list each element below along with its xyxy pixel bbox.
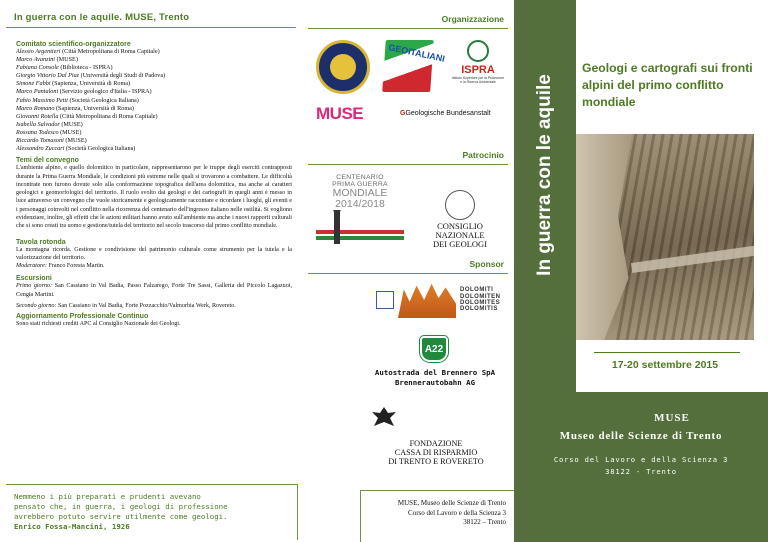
committee-member — [16, 105, 292, 113]
muse-logo: MUSE — [316, 104, 364, 123]
org-title: Organizzazione — [441, 14, 504, 24]
day1-text — [16, 282, 292, 299]
dates-rule — [594, 352, 740, 353]
sponsor-title: Sponsor — [469, 259, 504, 269]
committee-list — [16, 48, 292, 153]
round-body: La montagna ricorda. Gestione e condivisione del patrimonio culturale come strumento per la tutela e la valorizzazione del territorio. — [16, 246, 292, 261]
committee-member-name: Alessandro Zuccari — [16, 145, 65, 153]
left-header-rule — [6, 27, 296, 28]
day2-body: San Cassiano in Val Badia, Forte Pozzacchio/Valmorbia Werk, Rovereto. — [56, 303, 236, 310]
ispra-text: ISPRA — [461, 64, 495, 76]
dolomiti-line-2: DOLOMITEN — [460, 293, 501, 300]
day1-label: Primo giorno: — [16, 283, 53, 290]
quote-box — [6, 484, 298, 540]
footer-line-1: MUSE, Museo delle Scienze di Trento — [397, 499, 506, 507]
dolomiti-text — [460, 287, 501, 313]
committee-member-affiliation: (Città Metropolitana di Roma Capitale) — [58, 112, 158, 120]
cover-dates: 17-20 settembre 2015 — [611, 359, 719, 371]
footer-line-2: Corso del Lavoro e della Scienza 3 — [408, 508, 506, 517]
committee-member-affiliation: (Società Geologica Italiana) — [64, 145, 136, 153]
fondazione-line-2: CASSA DI RISPARMIO — [394, 448, 478, 457]
day2-label: Secondo giorno: — [16, 303, 57, 310]
committee-member — [16, 129, 292, 137]
committee-member-affiliation: (MUSE) — [55, 56, 78, 64]
cover-address-2: 38122 - Trento — [605, 467, 677, 476]
committee-member-affiliation: (MUSE) — [59, 120, 83, 128]
committee-member — [16, 48, 292, 56]
committee-member-affiliation: (Servizio geologico d'Italia - ISPRA) — [58, 88, 152, 96]
gba-text: Geologische Bundesanstalt — [405, 110, 491, 117]
committee-member-name: Marco Avanzini — [16, 56, 56, 64]
footer-line-3: 38122 – Trento — [463, 518, 506, 526]
cover-vertical-title: In guerra con le aquile — [534, 74, 555, 276]
fondazione-line-1: FONDAZIONE — [409, 439, 463, 448]
dolomiti-logo — [376, 282, 501, 318]
committee-member-affiliation: (MUSE) — [63, 137, 87, 145]
left-header: In guerra con le aquile. MUSE, Trento — [14, 12, 190, 23]
quote-line-1: Nemmeno i più preparati e prudenti avevano — [14, 492, 201, 501]
committee-member — [16, 80, 292, 88]
ispra-small-2: e la Ricerca Ambientale — [460, 80, 496, 84]
committee-member-name: Alessio Argentieri — [16, 48, 61, 55]
patron-rule — [308, 164, 508, 165]
committee-member — [16, 121, 292, 129]
sponsor-rule — [308, 273, 508, 274]
cover-address-1: Corso del Lavoro e della Scienza 3 — [553, 455, 729, 464]
quote-line-2: pensato che, in guerra, i geologi di professione — [14, 502, 228, 511]
day2-text — [16, 302, 292, 310]
a22-line-1: Autostrada del Brennero SpA — [374, 368, 496, 377]
unesco-icon — [376, 291, 394, 309]
cover-muse: MUSE — [654, 412, 690, 424]
committee-member — [16, 113, 292, 121]
geoitaliani-text: GEOITALIANI — [387, 42, 446, 64]
centenario-line-2: PRIMA GUERRA — [332, 181, 388, 188]
committee-member — [16, 145, 292, 153]
cng-logo — [412, 190, 508, 249]
cng-line-2: DEI GEOLOGI — [432, 239, 488, 249]
a22-label: A22 — [420, 336, 448, 362]
org-rule — [308, 28, 508, 29]
committee-member — [16, 97, 292, 105]
excursions-title: Escursioni — [16, 275, 52, 283]
committee-member-affiliation: (Società Geologica Italiana) — [67, 96, 139, 104]
committee-member-affiliation: (Università degli Studi di Padova) — [79, 72, 166, 80]
centenario-line-3: MONDIALE — [332, 187, 388, 199]
committee-member-name: Marco Pantaloni — [16, 88, 59, 96]
themes-title: Temi del convegno — [16, 157, 79, 165]
committee-member-affiliation: (Città Metropolitana di Roma Capitale) — [60, 48, 160, 55]
committee-member — [16, 72, 292, 80]
middle-footer — [360, 490, 514, 542]
quote-line-3: avrebbero potuto servire utilmente come geologi. — [14, 512, 228, 521]
committee-member-affiliation: (Sapienza, Università di Roma) — [50, 80, 131, 88]
round-title: Tavola rotonda — [16, 238, 66, 246]
left-content — [16, 38, 292, 329]
centenario-line-4: 2014/2018 — [335, 198, 385, 210]
committee-member-name: Simone Fabbi — [16, 80, 51, 88]
committee-member-affiliation: (Biblioteca - ISPRA) — [58, 64, 113, 72]
sgi-logo — [316, 40, 370, 94]
committee-member-name: Isabella Salvador — [16, 120, 60, 128]
a22-line-2: Brennerautobahn AG — [394, 378, 476, 387]
cover-address — [514, 454, 768, 478]
gba-icon: G — [400, 110, 406, 117]
a22-shield-icon — [420, 336, 448, 362]
ispra-logo — [450, 40, 506, 84]
centenario-line-1: CENTENARIO — [336, 174, 384, 181]
committee-member-affiliation: (MUSE) — [58, 128, 82, 136]
fondazione-logo — [370, 404, 502, 466]
gba-logo — [400, 110, 491, 117]
cover-title: Geologi e cartografi sui fronti alpini del primo conflitto mondiale — [582, 61, 753, 109]
moderator-name: Franco Foresta Martin. — [46, 263, 105, 270]
round-text — [16, 246, 292, 271]
dolomiti-mountains-icon — [398, 282, 456, 318]
ispra-emblem-icon — [467, 40, 489, 62]
committee-member-name: Giovanni Rotella — [16, 112, 59, 120]
ispra-small-1: Istituto Superiore per la Protezione — [451, 76, 505, 80]
committee-member-name: Fabio Massimo Petti — [16, 96, 68, 104]
republic-emblem-icon — [445, 190, 475, 220]
moderator-label: Moderatore: — [16, 263, 47, 270]
dolomiti-line-3: DOLOMITES — [460, 300, 501, 306]
middle-panel — [300, 0, 514, 542]
committee-member-name: Giorgio Vittorio Dal Piaz — [16, 72, 80, 80]
geoitaliani-logo — [384, 40, 446, 92]
dolomiti-line-1: DOLOMITI — [460, 287, 494, 294]
day1-body: San Cassiano in Val Badia, Passo Falzarego, Forte Tre Sassi, Galleria del Piccolo Lagazuoi, Cengia Martini. — [16, 283, 292, 298]
cover-photo — [576, 134, 754, 340]
apc-text: Sono stati richiesti crediti APC al Consiglio Nazionale dei Geologi. — [16, 321, 181, 328]
committee-member-affiliation: (Sapienza, Università di Roma) — [54, 104, 134, 112]
committee-member — [16, 56, 292, 64]
committee-member-name: Fabiana Console — [16, 64, 59, 72]
cng-line-1: CONSIGLIO NAZIONALE — [435, 221, 485, 240]
committee-title: Comitato scientifico-organizzatore — [16, 41, 131, 48]
committee-member — [16, 88, 292, 96]
cover-museum-name: Museo delle Scienze di Trento — [559, 430, 723, 442]
committee-member — [16, 137, 292, 145]
committee-member-name: Rossana Todesco — [16, 128, 59, 136]
a22-logo — [360, 368, 510, 388]
centenario-logo — [316, 174, 404, 256]
themes-text: L'ambiente alpino, e quello dolomitico in particolare, rappresentarono per le truppe degli eserciti contrapposti durante la Prima Guerra Mondiale, le condizioni più estreme nelle quali si trovarono a combattere. Le difficoltà incontrate non furono dovute solo alla conformazione topografica dell'area dolomitica, ma anche ai caratteri geologici e geomorfologici del territorio. Il ruolo svolto dai geologi e dei cartografi in quegli anni è messo in luce attraverso un convegno che vuole storicamente e geologicamente raccontare e ricordare i luoghi, gli eventi e i personaggi coinvolti nel conflitto nella ricorrenza del centenario dell'ingresso italiano nelle ostilità. Si vogliono evidenziare, inoltre, gli effetti che le azioni militari hanno avuto sull'ambiente ma anche i nuovi rapporti culturali che si sono creati tra uomo e gestione/tutela del territorio nel secolo trascorso dal primo conflitto mondiale. — [16, 165, 292, 230]
fondazione-line-3: DI TRENTO E ROVERETO — [388, 457, 484, 466]
dolomiti-line-4: DOLOMITIS — [460, 306, 498, 313]
patron-title: Patrocinio — [462, 150, 504, 160]
committee-member-name: Riccardo Tomasoni — [16, 137, 64, 145]
apc-title: Aggiornamento Professionale Continuo — [16, 313, 149, 321]
quote-author: Enrico Fossa-Mancini, 1926 — [14, 522, 130, 531]
committee-member-name: Marco Romano — [16, 104, 55, 112]
soldier-silhouette-icon — [316, 210, 404, 246]
committee-member — [16, 64, 292, 72]
eagle-icon — [370, 404, 398, 432]
